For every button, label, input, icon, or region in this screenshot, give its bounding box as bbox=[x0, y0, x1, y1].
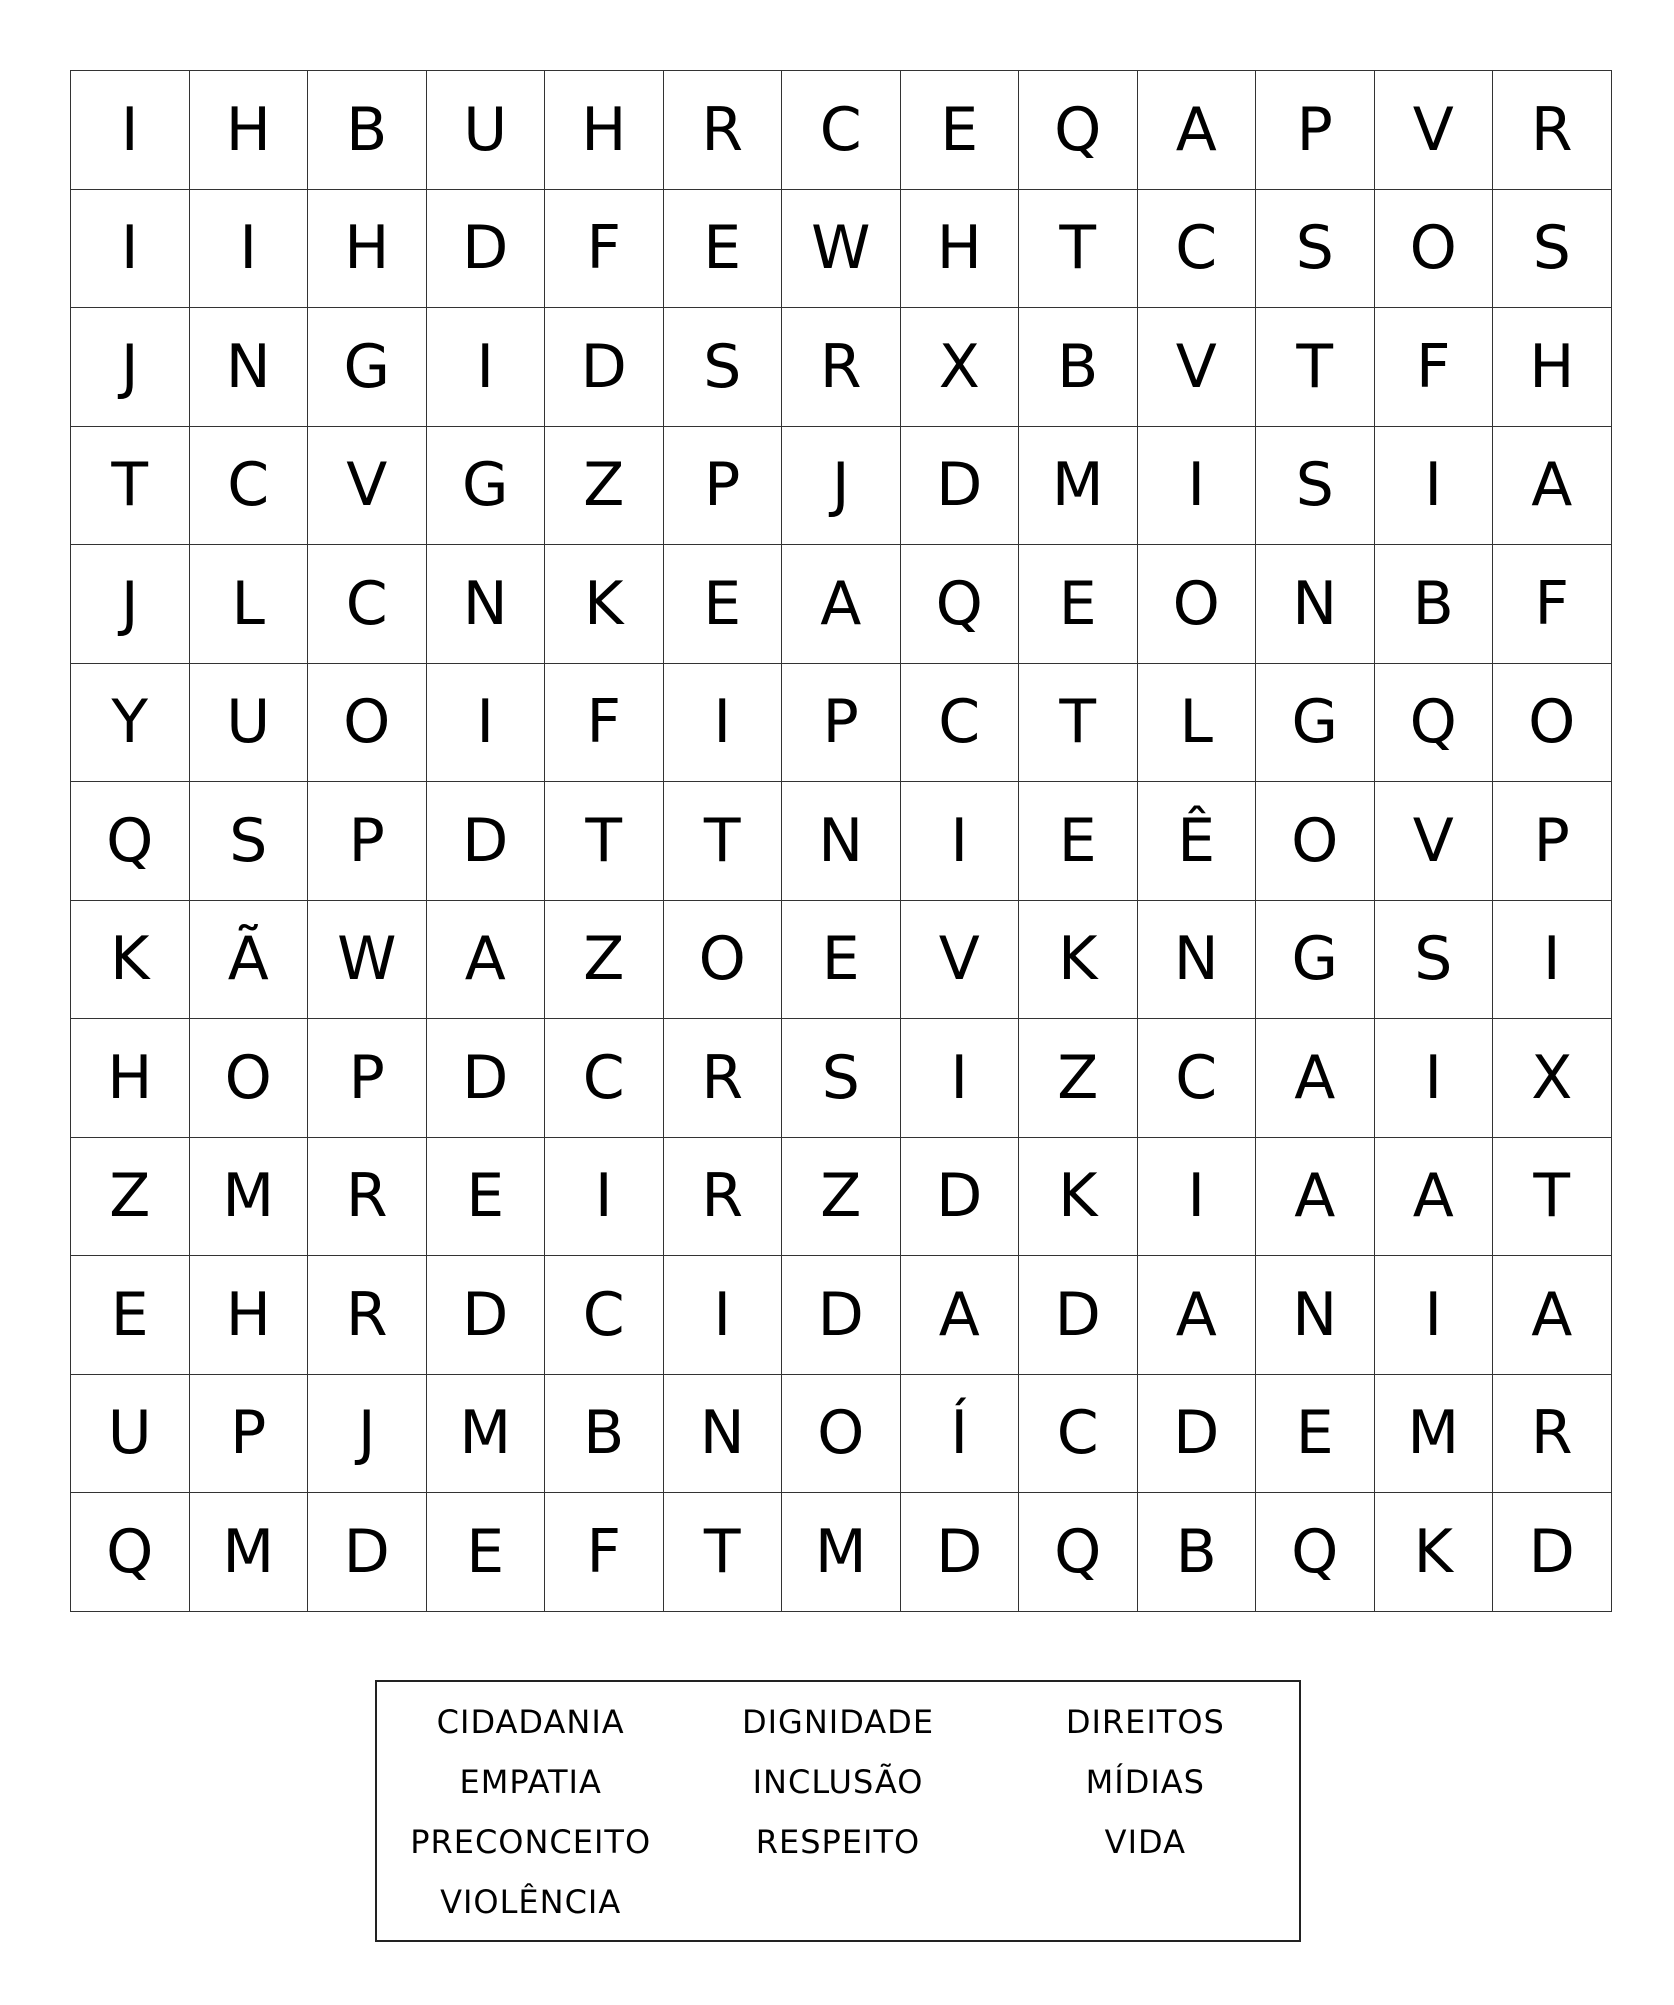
grid-cell[interactable]: Q bbox=[71, 782, 190, 901]
grid-cell[interactable]: Ê bbox=[1138, 782, 1257, 901]
grid-cell[interactable]: D bbox=[901, 427, 1020, 546]
word-list-item: EMPATIA bbox=[459, 1763, 602, 1801]
grid-cell[interactable]: I bbox=[190, 190, 309, 309]
grid-cell[interactable]: F bbox=[1493, 545, 1612, 664]
grid-cell[interactable]: W bbox=[782, 190, 901, 309]
grid-cell[interactable]: P bbox=[308, 782, 427, 901]
grid-cell[interactable]: E bbox=[782, 901, 901, 1020]
grid-cell[interactable]: B bbox=[1019, 308, 1138, 427]
grid-cell[interactable]: U bbox=[190, 664, 309, 783]
grid-cell[interactable]: O bbox=[308, 664, 427, 783]
grid-cell[interactable]: P bbox=[1256, 71, 1375, 190]
grid-cell[interactable]: H bbox=[71, 1019, 190, 1138]
grid-cell[interactable]: I bbox=[1493, 901, 1612, 1020]
grid-cell[interactable]: D bbox=[545, 308, 664, 427]
grid-cell[interactable]: Z bbox=[1019, 1019, 1138, 1138]
grid-cell[interactable]: N bbox=[1256, 545, 1375, 664]
grid-cell[interactable]: I bbox=[71, 190, 190, 309]
grid-cell[interactable]: U bbox=[71, 1375, 190, 1494]
grid-cell[interactable]: H bbox=[190, 71, 309, 190]
grid-cell[interactable]: G bbox=[1256, 901, 1375, 1020]
word-list bbox=[375, 1680, 1301, 1942]
grid-cell[interactable]: L bbox=[190, 545, 309, 664]
grid-cell[interactable]: O bbox=[190, 1019, 309, 1138]
grid-cell[interactable]: Q bbox=[901, 545, 1020, 664]
grid-cell[interactable]: K bbox=[1375, 1493, 1494, 1612]
grid-cell[interactable]: C bbox=[1138, 1019, 1257, 1138]
grid-cell[interactable]: M bbox=[1375, 1375, 1494, 1494]
grid-cell[interactable]: I bbox=[545, 1138, 664, 1257]
grid-cell[interactable]: C bbox=[1019, 1375, 1138, 1494]
grid-cell[interactable]: E bbox=[71, 1256, 190, 1375]
letter-grid bbox=[70, 70, 1612, 1612]
grid-cell[interactable]: Z bbox=[71, 1138, 190, 1257]
grid-cell[interactable]: K bbox=[71, 901, 190, 1020]
grid-cell[interactable]: O bbox=[782, 1375, 901, 1494]
grid-cell[interactable]: S bbox=[664, 308, 783, 427]
grid-cell[interactable]: N bbox=[1138, 901, 1257, 1020]
grid-cell[interactable]: L bbox=[1138, 664, 1257, 783]
grid-cell[interactable]: V bbox=[901, 901, 1020, 1020]
grid-cell[interactable]: E bbox=[664, 190, 783, 309]
grid-cell[interactable]: K bbox=[1019, 901, 1138, 1020]
grid-cell[interactable]: R bbox=[308, 1256, 427, 1375]
grid-cell[interactable]: S bbox=[1493, 190, 1612, 309]
grid-cell[interactable]: S bbox=[1256, 427, 1375, 546]
grid-cell[interactable]: D bbox=[901, 1493, 1020, 1612]
grid-cell[interactable]: H bbox=[308, 190, 427, 309]
grid-cell[interactable]: E bbox=[1019, 782, 1138, 901]
grid-cell[interactable]: E bbox=[664, 545, 783, 664]
grid-cell[interactable]: T bbox=[71, 427, 190, 546]
grid-cell[interactable]: S bbox=[190, 782, 309, 901]
grid-cell[interactable]: A bbox=[1138, 71, 1257, 190]
grid-cell[interactable]: D bbox=[901, 1138, 1020, 1257]
grid-cell[interactable]: Q bbox=[1019, 71, 1138, 190]
grid-cell[interactable]: D bbox=[308, 1493, 427, 1612]
grid-cell[interactable]: J bbox=[308, 1375, 427, 1494]
grid-cell[interactable]: I bbox=[1375, 1256, 1494, 1375]
grid-cell[interactable]: I bbox=[901, 782, 1020, 901]
grid-cell[interactable]: G bbox=[427, 427, 546, 546]
grid-cell[interactable]: A bbox=[1256, 1138, 1375, 1257]
grid-cell[interactable]: V bbox=[1375, 71, 1494, 190]
grid-cell[interactable]: Q bbox=[1256, 1493, 1375, 1612]
grid-cell[interactable]: C bbox=[1138, 190, 1257, 309]
grid-cell[interactable]: D bbox=[782, 1256, 901, 1375]
grid-cell[interactable]: X bbox=[1493, 1019, 1612, 1138]
word-list-item: INCLUSÃO bbox=[752, 1763, 924, 1801]
grid-cell[interactable]: R bbox=[1493, 71, 1612, 190]
grid-cell[interactable]: V bbox=[308, 427, 427, 546]
grid-cell[interactable]: F bbox=[545, 664, 664, 783]
grid-cell[interactable]: B bbox=[545, 1375, 664, 1494]
grid-cell[interactable]: M bbox=[190, 1138, 309, 1257]
grid-cell[interactable]: M bbox=[427, 1375, 546, 1494]
grid-cell[interactable]: C bbox=[308, 545, 427, 664]
grid-cell[interactable]: A bbox=[901, 1256, 1020, 1375]
grid-cell[interactable]: P bbox=[1493, 782, 1612, 901]
grid-cell[interactable]: A bbox=[1138, 1256, 1257, 1375]
grid-cell[interactable]: A bbox=[1375, 1138, 1494, 1257]
grid-cell[interactable]: Z bbox=[782, 1138, 901, 1257]
grid-cell[interactable]: J bbox=[71, 308, 190, 427]
grid-cell[interactable]: C bbox=[901, 664, 1020, 783]
grid-cell[interactable]: I bbox=[427, 308, 546, 427]
grid-cell[interactable]: K bbox=[1019, 1138, 1138, 1257]
grid-cell[interactable]: I bbox=[1375, 1019, 1494, 1138]
grid-cell[interactable]: I bbox=[1138, 427, 1257, 546]
grid-cell[interactable]: N bbox=[1256, 1256, 1375, 1375]
grid-cell[interactable]: O bbox=[664, 901, 783, 1020]
grid-cell[interactable]: Q bbox=[1375, 664, 1494, 783]
grid-cell[interactable]: P bbox=[664, 427, 783, 546]
grid-cell[interactable]: O bbox=[1256, 782, 1375, 901]
word-list-item: PRECONCEITO bbox=[410, 1823, 652, 1861]
grid-cell[interactable]: X bbox=[901, 308, 1020, 427]
grid-cell[interactable]: T bbox=[664, 1493, 783, 1612]
grid-cell[interactable]: T bbox=[545, 782, 664, 901]
grid-cell[interactable]: J bbox=[71, 545, 190, 664]
grid-cell[interactable]: T bbox=[1493, 1138, 1612, 1257]
grid-cell[interactable]: R bbox=[782, 308, 901, 427]
grid-cell[interactable]: N bbox=[190, 308, 309, 427]
grid-cell[interactable]: F bbox=[545, 190, 664, 309]
grid-cell[interactable]: O bbox=[1493, 664, 1612, 783]
grid-cell[interactable]: Y bbox=[71, 664, 190, 783]
grid-cell[interactable]: C bbox=[545, 1256, 664, 1375]
grid-cell[interactable]: A bbox=[1493, 427, 1612, 546]
grid-cell[interactable]: R bbox=[664, 71, 783, 190]
word-list-item: DIREITOS bbox=[1065, 1703, 1225, 1741]
grid-cell[interactable]: D bbox=[427, 1256, 546, 1375]
grid-cell[interactable]: E bbox=[427, 1493, 546, 1612]
grid-cell[interactable]: N bbox=[427, 545, 546, 664]
grid-cell[interactable]: D bbox=[1138, 1375, 1257, 1494]
word-list-item: RESPEITO bbox=[755, 1823, 921, 1861]
grid-cell[interactable]: A bbox=[1256, 1019, 1375, 1138]
grid-cell[interactable]: C bbox=[782, 71, 901, 190]
grid-cell[interactable]: Z bbox=[545, 427, 664, 546]
grid-cell[interactable]: H bbox=[901, 190, 1020, 309]
grid-cell[interactable]: U bbox=[427, 71, 546, 190]
grid-cell[interactable]: N bbox=[782, 782, 901, 901]
grid-cell[interactable]: Q bbox=[1019, 1493, 1138, 1612]
grid-cell[interactable]: F bbox=[545, 1493, 664, 1612]
grid-cell[interactable]: I bbox=[664, 664, 783, 783]
grid-cell[interactable]: A bbox=[782, 545, 901, 664]
grid-cell[interactable]: B bbox=[1375, 545, 1494, 664]
grid-cell[interactable]: R bbox=[664, 1138, 783, 1257]
grid-cell[interactable]: E bbox=[1256, 1375, 1375, 1494]
grid-cell[interactable]: F bbox=[1375, 308, 1494, 427]
grid-cell[interactable]: Q bbox=[71, 1493, 190, 1612]
grid-cell[interactable]: R bbox=[1493, 1375, 1612, 1494]
grid-cell[interactable]: B bbox=[1138, 1493, 1257, 1612]
word-list-item: MÍDIAS bbox=[1085, 1763, 1205, 1801]
grid-cell[interactable]: M bbox=[1019, 427, 1138, 546]
grid-cell[interactable]: C bbox=[545, 1019, 664, 1138]
grid-cell[interactable]: E bbox=[901, 71, 1020, 190]
grid-cell[interactable]: I bbox=[1138, 1138, 1257, 1257]
grid-cell[interactable]: T bbox=[1256, 308, 1375, 427]
grid-cell[interactable]: M bbox=[782, 1493, 901, 1612]
grid-cell[interactable]: B bbox=[308, 71, 427, 190]
grid-cell[interactable]: Ã bbox=[190, 901, 309, 1020]
grid-cell[interactable]: I bbox=[71, 71, 190, 190]
grid-cell[interactable]: H bbox=[1493, 308, 1612, 427]
grid-cell[interactable]: A bbox=[427, 901, 546, 1020]
grid-cell[interactable]: S bbox=[782, 1019, 901, 1138]
grid-cell[interactable]: T bbox=[1019, 664, 1138, 783]
grid-cell[interactable]: P bbox=[308, 1019, 427, 1138]
grid-cell[interactable]: E bbox=[427, 1138, 546, 1257]
grid-cell[interactable]: V bbox=[1138, 308, 1257, 427]
grid-cell[interactable]: D bbox=[1493, 1493, 1612, 1612]
grid-cell[interactable]: N bbox=[664, 1375, 783, 1494]
word-list-item: VIOLÊNCIA bbox=[440, 1883, 622, 1921]
grid-cell[interactable]: Í bbox=[901, 1375, 1020, 1494]
grid-cell[interactable]: S bbox=[1375, 901, 1494, 1020]
word-list-item: DIGNIDADE bbox=[741, 1703, 935, 1741]
grid-cell[interactable]: D bbox=[1019, 1256, 1138, 1375]
grid-cell[interactable]: C bbox=[190, 427, 309, 546]
word-list-item: VIDA bbox=[1104, 1823, 1186, 1861]
grid-cell[interactable]: D bbox=[427, 190, 546, 309]
grid-cell[interactable]: D bbox=[427, 1019, 546, 1138]
grid-cell[interactable]: J bbox=[782, 427, 901, 546]
grid-cell[interactable]: G bbox=[308, 308, 427, 427]
grid-cell[interactable]: E bbox=[1019, 545, 1138, 664]
grid-cell[interactable]: T bbox=[1019, 190, 1138, 309]
grid-cell[interactable]: K bbox=[545, 545, 664, 664]
grid-cell[interactable]: O bbox=[1138, 545, 1257, 664]
grid-cell[interactable]: W bbox=[308, 901, 427, 1020]
grid-cell[interactable]: M bbox=[190, 1493, 309, 1612]
word-list-item: CIDADANIA bbox=[436, 1703, 625, 1741]
grid-cell[interactable]: V bbox=[1375, 782, 1494, 901]
grid-cell[interactable]: I bbox=[901, 1019, 1020, 1138]
grid-cell[interactable]: I bbox=[1375, 427, 1494, 546]
grid-cell[interactable]: I bbox=[427, 664, 546, 783]
grid-cell[interactable]: H bbox=[190, 1256, 309, 1375]
grid-cell[interactable]: S bbox=[1256, 190, 1375, 309]
grid-cell[interactable]: R bbox=[664, 1019, 783, 1138]
grid-cell[interactable]: Z bbox=[545, 901, 664, 1020]
grid-cell[interactable]: G bbox=[1256, 664, 1375, 783]
grid-cell[interactable]: T bbox=[664, 782, 783, 901]
grid-cell[interactable]: A bbox=[1493, 1256, 1612, 1375]
grid-cell[interactable]: D bbox=[427, 782, 546, 901]
grid-cell[interactable]: H bbox=[545, 71, 664, 190]
grid-cell[interactable]: P bbox=[782, 664, 901, 783]
grid-cell[interactable]: O bbox=[1375, 190, 1494, 309]
grid-cell[interactable]: R bbox=[308, 1138, 427, 1257]
grid-cell[interactable]: P bbox=[190, 1375, 309, 1494]
grid-cell[interactable]: I bbox=[664, 1256, 783, 1375]
